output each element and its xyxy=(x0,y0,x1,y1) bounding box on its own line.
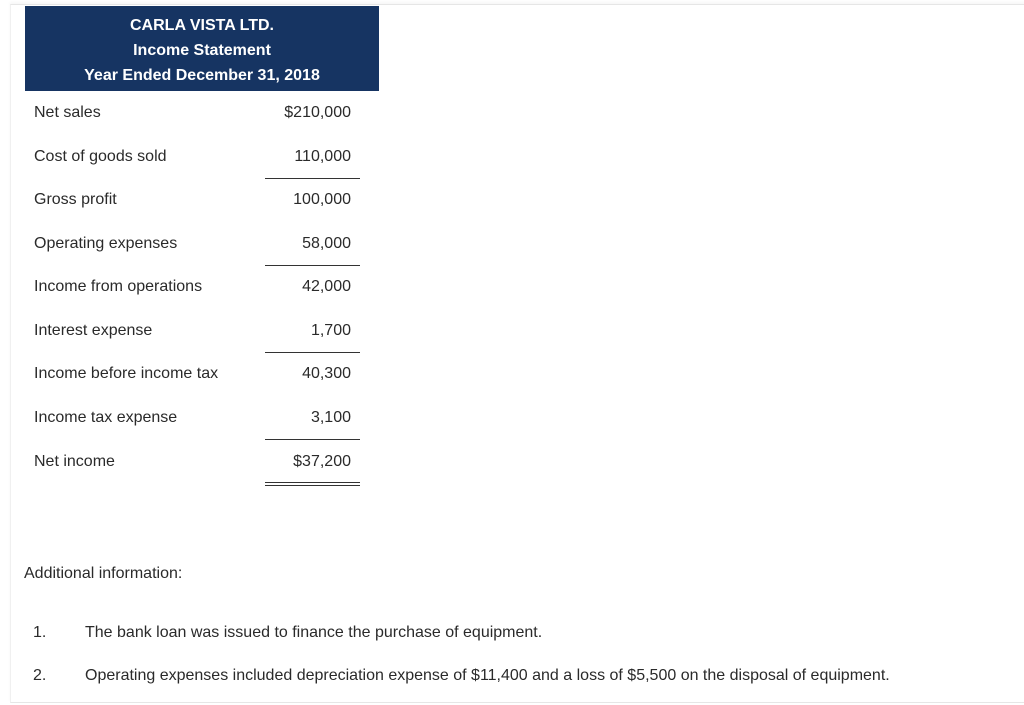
row-amount-gross-profit: 100,000 xyxy=(293,191,351,208)
row-label-operating-expenses: Operating expenses xyxy=(34,235,178,252)
subtotal-rule xyxy=(265,439,360,440)
note-text: The bank loan was issued to finance the purchase of equipment. xyxy=(85,624,543,641)
row-amount-operating-expenses: 58,000 xyxy=(302,235,351,252)
additional-info-title: Additional information: xyxy=(24,565,183,582)
row-amount-income-before-income-tax: 40,300 xyxy=(302,365,351,382)
total-double-rule xyxy=(265,482,360,486)
note-number: 1. xyxy=(33,624,47,641)
subtotal-rule xyxy=(265,265,360,266)
row-label-net-income: Net income xyxy=(34,453,115,470)
row-amount-interest-expense: 1,700 xyxy=(310,322,351,339)
row-label-interest-expense: Interest expense xyxy=(34,322,153,339)
row-amount-income-tax-expense: 3,100 xyxy=(310,409,351,426)
statement-header xyxy=(25,6,379,91)
row-label-income-tax-expense: Income tax expense xyxy=(34,409,178,426)
statement-title: Income Statement xyxy=(133,42,271,59)
row-label-gross-profit: Gross profit xyxy=(34,191,117,208)
row-amount-cost-of-goods-sold: 110,000 xyxy=(294,148,351,165)
row-label-income-before-income-tax: Income before income tax xyxy=(34,365,219,382)
subtotal-rule xyxy=(265,178,360,179)
row-label-cost-of-goods-sold: Cost of goods sold xyxy=(34,148,167,165)
note-text: Operating expenses included depreciation expense of $11,400 and a loss of $5,500 on the disposal of equipment. xyxy=(85,667,890,684)
row-amount-net-income: $37,200 xyxy=(293,453,351,470)
note-number: 2. xyxy=(33,667,47,684)
subtotal-rule xyxy=(265,352,360,353)
page-frame xyxy=(10,4,1024,703)
company-name: CARLA VISTA LTD. xyxy=(130,17,274,34)
row-label-income-from-operations: Income from operations xyxy=(34,278,203,295)
row-label-net-sales: Net sales xyxy=(34,104,101,121)
row-amount-net-sales: $210,000 xyxy=(284,104,351,121)
row-amount-income-from-operations: 42,000 xyxy=(302,278,351,295)
statement-period: Year Ended December 31, 2018 xyxy=(84,67,320,84)
